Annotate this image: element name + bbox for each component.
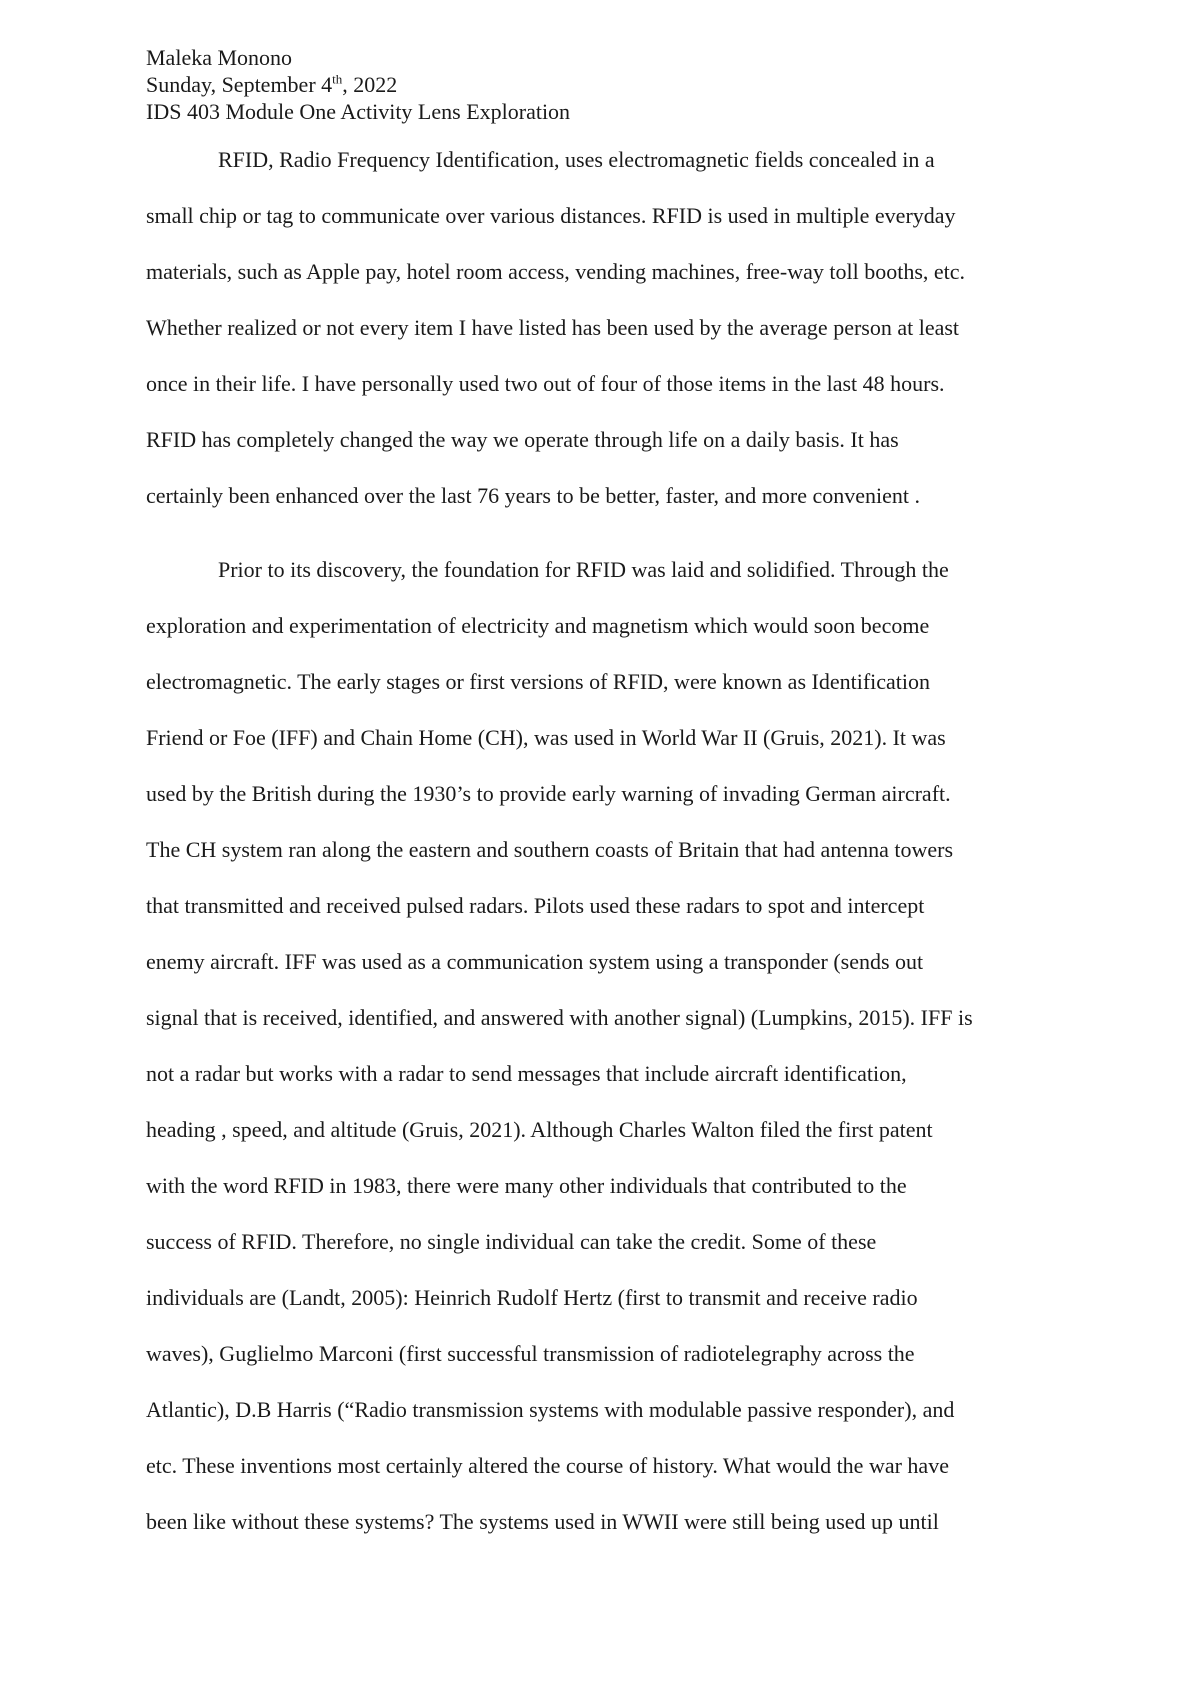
paragraph-line: RFID has completely changed the way we operate through life on a daily basis. It has — [146, 427, 899, 452]
paragraph-line: The CH system ran along the eastern and southern coasts of Britain that had antenna towers — [146, 837, 954, 862]
paragraph-line: that transmitted and received pulsed radars. Pilots used these radars to spot and intercept — [146, 893, 925, 918]
paragraph-line: not a radar but works with a radar to send messages that include aircraft identification, — [146, 1061, 907, 1086]
date-prefix: Sunday, September 4 — [146, 72, 333, 97]
paragraph-line: waves), Guglielmo Marconi (first successful transmission of radiotelegraphy across the — [146, 1341, 915, 1366]
paragraph-line: Whether realized or not every item I have listed has been used by the average person at least — [146, 315, 960, 340]
paragraph-line: materials, such as Apple pay, hotel room access, vending machines, free-way toll booths, etc. — [146, 259, 966, 284]
paragraph-line: Atlantic), D.B Harris (“Radio transmission systems with modulable passive responder), and — [146, 1397, 955, 1422]
paragraph-line: exploration and experimentation of electricity and magnetism which would soon become — [146, 613, 930, 638]
paragraph-line: used by the British during the 1930’s to provide early warning of invading German aircraft. — [146, 781, 951, 806]
paragraph-2 — [146, 542, 1066, 1550]
paragraph-line: individuals are (Landt, 2005): Heinrich Rudolf Hertz (first to transmit and receive radio — [146, 1285, 918, 1310]
paragraph-line: success of RFID. Therefore, no single individual can take the credit. Some of these — [146, 1229, 877, 1254]
paragraph-line: certainly been enhanced over the last 76 years to be better, faster, and more convenient . — [146, 483, 921, 508]
paragraph-line: RFID, Radio Frequency Identification, uses electromagnetic fields concealed in a — [218, 147, 935, 172]
paragraph-line: been like without these systems? The systems used in WWII were still being used up until — [146, 1509, 939, 1534]
paragraph-line: heading , speed, and altitude (Gruis, 2021). Although Charles Walton filed the first patent — [146, 1117, 933, 1142]
paragraph-line: small chip or tag to communicate over various distances. RFID is used in multiple everyday — [146, 203, 956, 228]
document-header — [146, 44, 1066, 125]
author-name: Maleka Monono — [146, 45, 293, 70]
paragraph-line: signal that is received, identified, and answered with another signal) (Lumpkins, 2015). IFF is — [146, 1005, 973, 1030]
paragraph-line: Friend or Foe (IFF) and Chain Home (CH), was used in World War II (Gruis, 2021). It was — [146, 725, 946, 750]
paragraph-1 — [146, 132, 1066, 524]
date-superscript: th — [332, 71, 343, 87]
paragraph-line: enemy aircraft. IFF was used as a communication system using a transponder (sends out — [146, 949, 924, 974]
document-date — [146, 71, 1066, 98]
paragraph-line: Prior to its discovery, the foundation for RFID was laid and solidified. Through the — [218, 557, 949, 582]
paragraph-line: once in their life. I have personally used two out of four of those items in the last 48 hours. — [146, 371, 945, 396]
course-title: IDS 403 Module One Activity Lens Exploration — [146, 99, 571, 124]
paragraph-line: electromagnetic. The early stages or first versions of RFID, were known as Identification — [146, 669, 931, 694]
paragraph-line: etc. These inventions most certainly altered the course of history. What would the war have — [146, 1453, 949, 1478]
paragraph-line: with the word RFID in 1983, there were many other individuals that contributed to the — [146, 1173, 907, 1198]
date-suffix: , 2022 — [342, 72, 398, 97]
